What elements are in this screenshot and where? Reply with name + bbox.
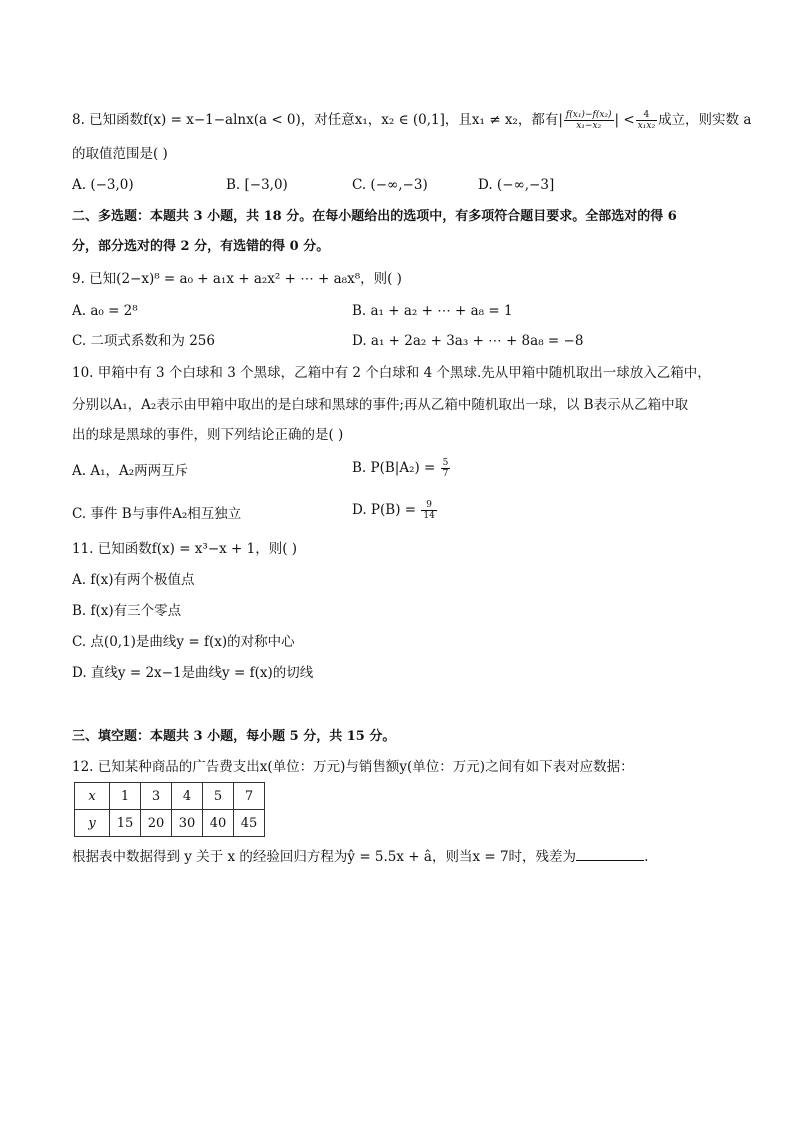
table-row-x xyxy=(75,783,265,810)
section3-heading: 三、填空题：本题共 3 小题，每小题 5 分，共 15 分。 xyxy=(72,729,396,744)
table-cell: 4 xyxy=(172,783,203,810)
section2-heading-line1: 二、多选题：本题共 3 小题，共 18 分。在每小题给出的选项中，有多项符合题目要求。全部选对的得 6 xyxy=(72,209,677,224)
table-cell: 20 xyxy=(141,810,172,837)
q8-frac1-numerator: f(x₁)−f(x₂) xyxy=(565,110,612,120)
answer-blank xyxy=(576,846,644,861)
table-header-y: y xyxy=(75,810,110,837)
q9-option-b: B. a₁ + a₂ + ⋯ + a₈ = 1 xyxy=(352,303,513,319)
q8-line1 xyxy=(72,110,751,131)
q8-option-b: B. [−3,0) xyxy=(226,177,288,193)
q8-line2: 的取值范围是( ) xyxy=(72,146,168,162)
q10-line3: 出的球是黑球的事件，则下列结论正确的是( ) xyxy=(72,427,344,443)
q9-option-d: D. a₁ + 2a₂ + 3a₃ + ⋯ + 8a₈ = −8 xyxy=(352,333,584,349)
q8-option-a: A. (−3,0) xyxy=(72,177,134,193)
q11-stem: 11. 已知函数f(x) = x³−x + 1，则( ) xyxy=(72,541,298,557)
q9-option-a: A. a₀ = 2⁸ xyxy=(72,303,138,319)
q10-option-b-denominator: 7 xyxy=(442,469,449,479)
q10-line2: 分别以A₁，A₂表示由甲箱中取出的是白球和黑球的事件;再从乙箱中随机取出一球，以 B表示从乙箱中取 xyxy=(72,397,689,413)
q12-data-table xyxy=(74,782,265,837)
q8-text-c: 成立，则实数 a xyxy=(658,112,752,128)
q10-option-d-text: D. P(B) = xyxy=(352,502,417,518)
q10-option-b-text: B. P(B|A₂) = xyxy=(352,460,436,476)
q10-option-b xyxy=(352,458,451,479)
q10-option-b-numerator: 5 xyxy=(442,458,449,468)
q9-stem: 9. 已知(2−x)⁸ = a₀ + a₁x + a₂x² + ⋯ + a₈x⁸，则( ) xyxy=(72,271,402,287)
q11-option-b: B. f(x)有三个零点 xyxy=(72,603,182,619)
q8-option-c: C. (−∞,−3) xyxy=(352,177,428,193)
q8-frac2-numerator: 4 xyxy=(636,110,657,121)
table-cell: 30 xyxy=(172,810,203,837)
q12-stem: 12. 已知某种商品的广告费支出x(单位：万元)与销售额y(单位：万元)之间有如下表对应数据： xyxy=(72,759,634,775)
q8-text-a: 8. 已知函数f(x) = x−1−alnx(a < 0)，对任意x₁，x₂ ∈ (0,1]，且x₁ ≠ x₂，都有| xyxy=(72,112,563,128)
section2-heading-line2: 分，部分选对的得 2 分，有选错的得 0 分。 xyxy=(72,239,330,254)
table-cell: 15 xyxy=(110,810,141,837)
q11-option-c: C. 点(0,1)是曲线y = f(x)的对称中心 xyxy=(72,634,295,650)
table-row-y xyxy=(75,810,265,837)
table-cell: 7 xyxy=(234,783,265,810)
q10-option-a: A. A₁，A₂两两互斥 xyxy=(72,463,189,479)
q8-fraction-1 xyxy=(564,110,614,131)
q8-text-b: | < xyxy=(614,112,635,128)
q8-frac1-denominator: x₁−x₂ xyxy=(576,121,602,131)
q8-option-d: D. (−∞,−3] xyxy=(478,177,555,193)
table-cell: 40 xyxy=(203,810,234,837)
table-cell: 45 xyxy=(234,810,265,837)
table-cell: 5 xyxy=(203,783,234,810)
q10-option-d-denominator: 14 xyxy=(423,511,435,521)
q12-tail-text: 根据表中数据得到 y 关于 x 的经验回归方程为ŷ = 5.5x + â，则当x = 7时，残差为 xyxy=(72,849,577,865)
q8-fraction-2 xyxy=(636,110,657,131)
q10-option-d xyxy=(352,500,438,521)
q9-option-c: C. 二项式系数和为 256 xyxy=(72,333,215,349)
table-header-x: x xyxy=(75,783,110,810)
q10-line1: 10. 甲箱中有 3 个白球和 3 个黑球，乙箱中有 2 个白球和 4 个黑球.先从甲箱中随机取出一球放入乙箱中， xyxy=(72,365,711,381)
q12-tail-period: . xyxy=(644,849,649,865)
q10-option-d-numerator: 9 xyxy=(421,500,436,511)
table-cell: 1 xyxy=(110,783,141,810)
q8-frac2-denominator: x₁x₂ xyxy=(637,121,656,131)
q10-option-c: C. 事件 B与事件A₂相互独立 xyxy=(72,506,242,522)
table-cell: 3 xyxy=(141,783,172,810)
q10-option-d-fraction xyxy=(421,500,436,521)
q11-option-a: A. f(x)有两个极值点 xyxy=(72,572,195,588)
q11-option-d: D. 直线y = 2x−1是曲线y = f(x)的切线 xyxy=(72,665,314,681)
q12-question-tail xyxy=(72,846,648,866)
q10-option-b-fraction xyxy=(441,458,451,479)
